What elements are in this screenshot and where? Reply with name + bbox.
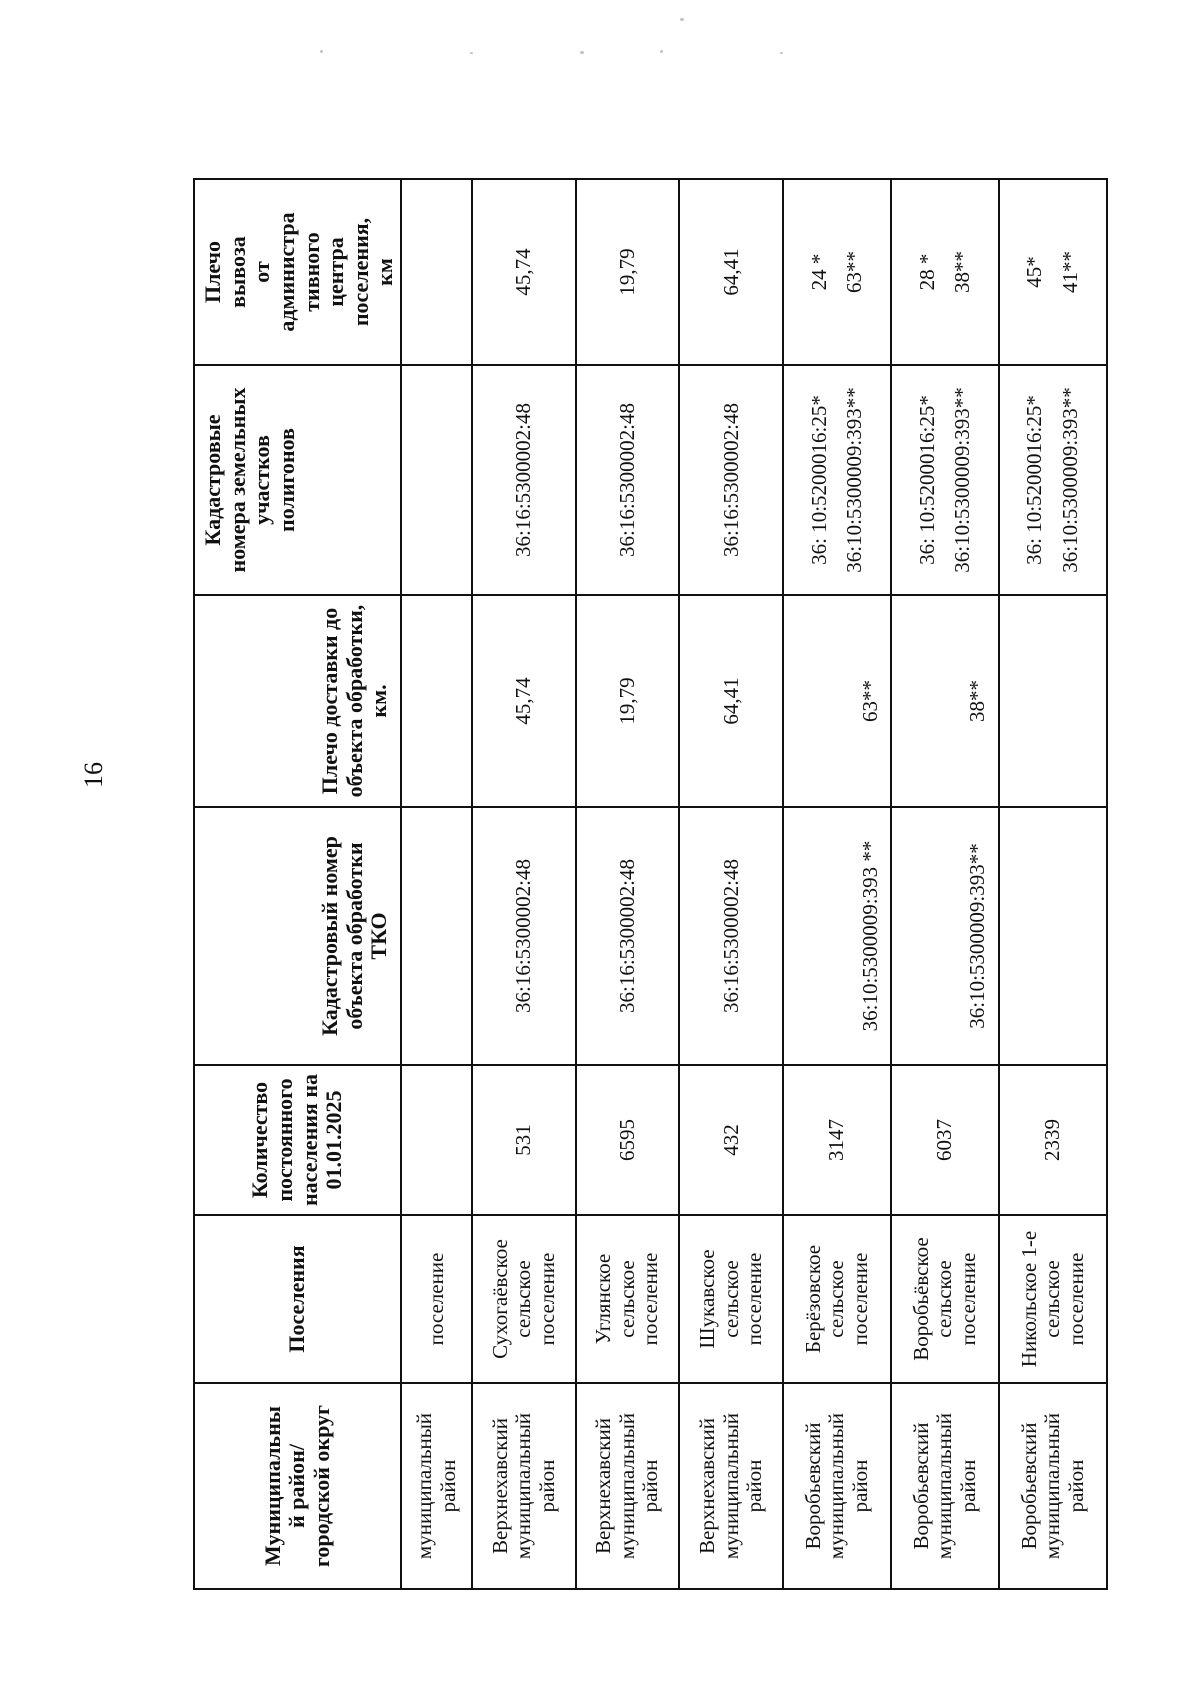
table-row — [891, 179, 999, 1589]
cell-landfill-cadastral-line: 36:16:5300002:48 — [718, 403, 743, 558]
cell-delivery-km: 19,79 — [576, 595, 680, 807]
table-row — [999, 179, 1107, 1589]
table-row — [576, 179, 680, 1589]
rotated-table-wrapper — [193, 180, 1108, 1590]
cell-landfill-cadastral-line: 36:16:5300002:48 — [614, 403, 639, 558]
cell-landfill-cadastral — [891, 365, 999, 595]
cell-population: 531 — [472, 1065, 576, 1215]
cell-processing-cadastral — [401, 807, 472, 1065]
table-row — [401, 179, 472, 1589]
cell-district: Верхнехавский муниципальный район — [472, 1383, 576, 1589]
cell-landfill-cadastral — [472, 365, 576, 595]
header-population: Количество постоянного населения на 01.01.2025 — [194, 1065, 401, 1215]
cell-district: Верхнехавский муниципальный район — [576, 1383, 680, 1589]
cell-district: Верхнехавский муниципальный район — [679, 1383, 783, 1589]
cell-landfill-cadastral — [679, 365, 783, 595]
cell-district: муниципальный район — [401, 1383, 472, 1589]
cell-district: Воробьевский муниципальный район — [891, 1383, 999, 1589]
cell-export-km — [472, 179, 576, 365]
cell-delivery-km — [401, 595, 472, 807]
header-export-km: Плечо вывоза от администра тивного центра поселения, км — [194, 179, 401, 365]
cell-processing-cadastral: 36:10:5300009:393 ** — [783, 807, 891, 1065]
cell-export-km-line: 64,41 — [718, 248, 743, 296]
cell-export-km-line: 63** — [842, 251, 867, 293]
cell-settlement: Никольское 1-е сельское поселение — [999, 1215, 1107, 1383]
cell-population: 6037 — [891, 1065, 999, 1215]
cell-processing-cadastral: 36:16:5300002:48 — [472, 807, 576, 1065]
table-row — [783, 179, 891, 1589]
cell-delivery-km: 45,74 — [472, 595, 576, 807]
cell-export-km-line: 28 * — [914, 253, 939, 291]
cell-landfill-cadastral-line: 36:16:5300002:48 — [511, 403, 536, 558]
cell-processing-cadastral: 36:16:5300002:48 — [679, 807, 783, 1065]
scan-artifact — [780, 52, 783, 54]
table-row — [679, 179, 783, 1589]
cell-landfill-cadastral-line: 36:10:5300009:393** — [950, 387, 975, 573]
scan-artifact — [470, 52, 473, 54]
header-processing-cadastral: Кадастровый номер объекта обработки ТКО — [194, 807, 401, 1065]
cell-export-km — [401, 179, 472, 365]
cell-population: 2339 — [999, 1065, 1107, 1215]
cell-district: Воробьевский муниципальный район — [783, 1383, 891, 1589]
cell-settlement: поселение — [401, 1215, 472, 1383]
table-header-row — [194, 179, 401, 1589]
cell-settlement: Берёзовское сельское поселение — [783, 1215, 891, 1383]
cell-processing-cadastral — [999, 807, 1107, 1065]
cell-export-km-line: 41** — [1057, 251, 1082, 293]
cell-export-km-line: 24 * — [806, 253, 831, 291]
cell-population: 432 — [679, 1065, 783, 1215]
cell-population: 6595 — [576, 1065, 680, 1215]
cell-settlement: Углянское сельское поселение — [576, 1215, 680, 1383]
cell-settlement: Сухогаёвское сельское поселение — [472, 1215, 576, 1383]
cell-landfill-cadastral-line: 36: 10:5200016:25* — [806, 395, 831, 565]
cell-settlement: Воробьёвское сельское поселение — [891, 1215, 999, 1383]
scan-artifact — [580, 51, 584, 54]
cell-delivery-km: 38** — [891, 595, 999, 807]
cell-export-km — [679, 179, 783, 365]
cell-delivery-km: 64,41 — [679, 595, 783, 807]
scan-artifact — [660, 50, 663, 53]
cell-export-km — [999, 179, 1107, 365]
cell-landfill-cadastral-line: 36:10:5300009:393** — [842, 387, 867, 573]
cell-export-km — [576, 179, 680, 365]
cell-landfill-cadastral-line: 36: 10:5200016:25* — [1022, 395, 1047, 565]
cell-settlement: Шукавское сельское поселение — [679, 1215, 783, 1383]
cell-landfill-cadastral-line: 36: 10:5200016:25* — [914, 395, 939, 565]
cell-delivery-km: 63** — [783, 595, 891, 807]
waste-logistics-table — [193, 178, 1108, 1590]
cell-export-km-line: 19,79 — [614, 248, 639, 296]
cell-processing-cadastral: 36:10:5300009:393** — [891, 807, 999, 1065]
cell-population — [401, 1065, 472, 1215]
table-row — [472, 179, 576, 1589]
header-delivery-km: Плечо доставки до объекта обработки, км. — [194, 595, 401, 807]
cell-export-km — [783, 179, 891, 365]
cell-population: 3147 — [783, 1065, 891, 1215]
cell-delivery-km — [999, 595, 1107, 807]
cell-export-km-line: 38** — [950, 251, 975, 293]
cell-landfill-cadastral-line: 36:10:5300009:393** — [1057, 387, 1082, 573]
cell-export-km — [891, 179, 999, 365]
header-settlement: Поселения — [194, 1215, 401, 1383]
scan-artifact — [680, 18, 684, 21]
cell-processing-cadastral: 36:16:5300002:48 — [576, 807, 680, 1065]
cell-district: Воробьевский муниципальный район — [999, 1383, 1107, 1589]
page-number: 16 — [79, 762, 108, 788]
cell-landfill-cadastral — [999, 365, 1107, 595]
cell-export-km-line: 45* — [1022, 256, 1047, 288]
cell-landfill-cadastral — [783, 365, 891, 595]
cell-landfill-cadastral — [401, 365, 472, 595]
cell-export-km-line: 45,74 — [511, 248, 536, 296]
scan-artifact — [320, 50, 323, 53]
header-district: Муниципальны й район/ городской округ — [194, 1383, 401, 1589]
header-landfill-cadastral: Кадастровые номера земельных участков полигонов — [194, 365, 401, 595]
cell-landfill-cadastral — [576, 365, 680, 595]
table-body — [401, 179, 1107, 1589]
